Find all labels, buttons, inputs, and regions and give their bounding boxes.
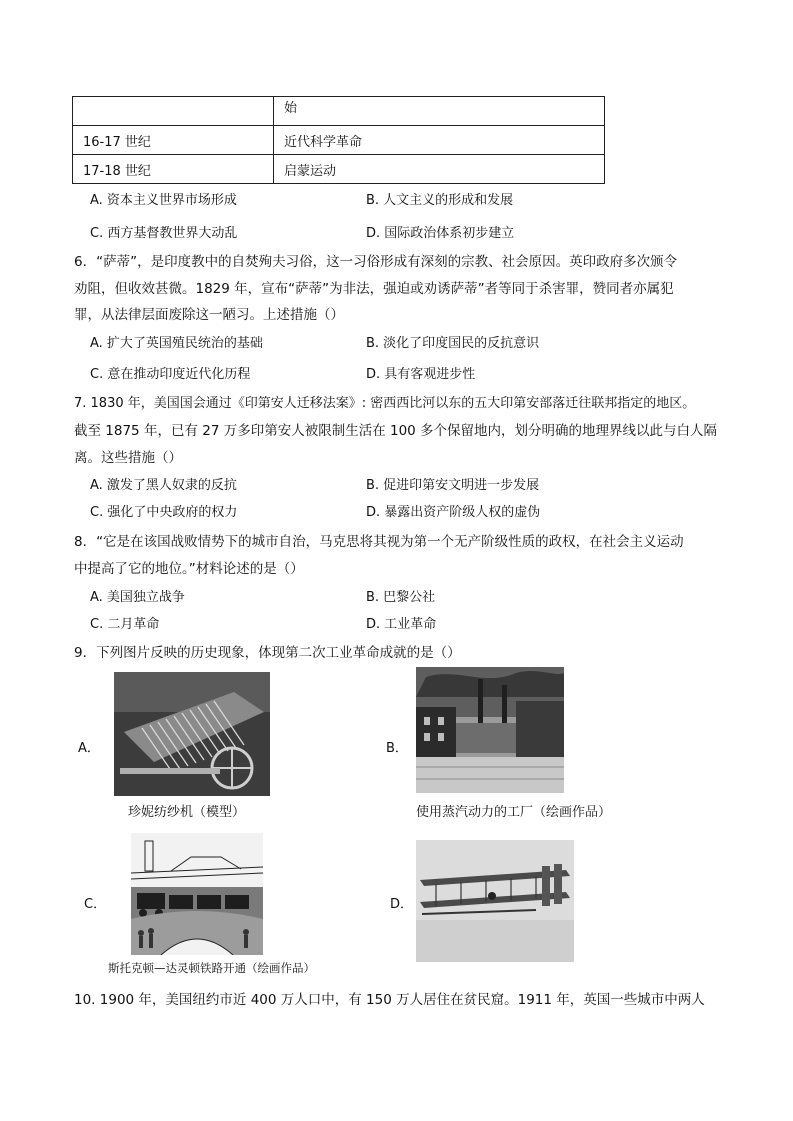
q8-stem-line: 中提高了它的地位。”材料论述的是（） <box>74 561 304 577</box>
q5-option-a: A. 资本主义世界市场形成 <box>90 193 237 208</box>
q5-option-b: B. 人文主义的形成和发展 <box>366 193 514 208</box>
table-cell: 17-18 世纪 <box>73 155 274 184</box>
q8-option-c: C. 二月革命 <box>90 617 160 632</box>
q7-option-d: D. 暴露出资产阶级人权的虚伪 <box>366 505 541 520</box>
q9-caption-b: 使用蒸汽动力的工厂（绘画作品） <box>416 805 612 820</box>
q6-stem-line: 劝阻，但收效甚微。1829 年，宣布“萨蒂”为非法，强迫或劝诱萨蒂”者等同于杀害罪，赞同者亦属犯 <box>74 281 674 297</box>
q5-option-c: C. 西方基督教世界大动乱 <box>90 226 238 241</box>
q6-stem-line: 6．“萨蒂”，是印度教中的自焚殉夫习俗，这一习俗形成有深刻的宗教、社会原因。英印政府多次颁令 <box>74 254 678 270</box>
q9-label-c: C． <box>84 897 107 912</box>
table-cell: 启蒙运动 <box>274 155 605 184</box>
railway-opening-image <box>131 833 263 955</box>
table-cell: 16-17 世纪 <box>73 126 274 155</box>
q9-label-d: D． <box>390 897 414 912</box>
q6-stem-line: 罪，从法律层面废除这一陋习。上述措施（） <box>74 307 344 323</box>
table-row <box>73 126 605 155</box>
q9-label-b: B． <box>386 741 408 756</box>
q7-stem-line: 离。这些措施（） <box>74 450 182 466</box>
q8-stem-line: 8．“它是在该国战败情势下的城市自治，马克思将其视为第一个无产阶级性质的政权，在社会主义运动 <box>74 534 684 550</box>
q9-caption-c: 斯托克顿—达灵顿铁路开通（绘画作品） <box>108 961 315 975</box>
steam-factory-image <box>416 667 564 793</box>
q7-option-b: B. 促进印第安文明进一步发展 <box>366 478 540 493</box>
q6-option-c: C. 意在推动印度近代化历程 <box>90 367 251 382</box>
q7-stem-line: 截至 1875 年，已有 27 万多印第安人被限制生活在 100 多个保留地内，划分明确的地理界线以此与白人隔 <box>74 423 718 439</box>
q8-option-a: A. 美国独立战争 <box>90 590 185 605</box>
q8-option-b: B. 巴黎公社 <box>366 590 436 605</box>
periods-table <box>72 96 605 184</box>
q7-option-c: C. 强化了中央政府的权力 <box>90 505 238 520</box>
table-cell: 近代科学革命 <box>274 126 605 155</box>
table-row <box>73 97 605 126</box>
q6-option-d: D. 具有客观进步性 <box>366 367 476 382</box>
table-cell <box>73 97 274 126</box>
table-cell: 始 <box>274 97 605 126</box>
q8-option-d: D. 工业革命 <box>366 617 437 632</box>
q10-stem-line: 10. 1900 年，美国纽约市近 400 万人口中，有 150 万人居住在贫民窟。1911 年，英国一些城市中两人 <box>74 992 705 1008</box>
q9-stem: 9．下列图片反映的历史现象，体现第二次工业革命成就的是（） <box>74 645 461 661</box>
q7-stem-line: 7. 1830 年，美国国会通过《印第安人迁移法案》: 密西西比河以东的五大印第安部落迁往联邦指定的地区。 <box>74 396 696 411</box>
wright-airplane-image <box>416 840 574 962</box>
q7-option-a: A. 激发了黑人奴隶的反抗 <box>90 478 237 493</box>
q9-label-a: A． <box>78 741 100 756</box>
q5-option-d: D. 国际政治体系初步建立 <box>366 226 515 241</box>
spinning-jenny-image <box>114 672 270 796</box>
q6-option-b: B. 淡化了印度国民的反抗意识 <box>366 336 540 351</box>
q6-option-a: A. 扩大了英国殖民统治的基础 <box>90 336 263 351</box>
table-row <box>73 155 605 184</box>
q9-caption-a: 珍妮纺纱机（模型） <box>128 805 246 820</box>
